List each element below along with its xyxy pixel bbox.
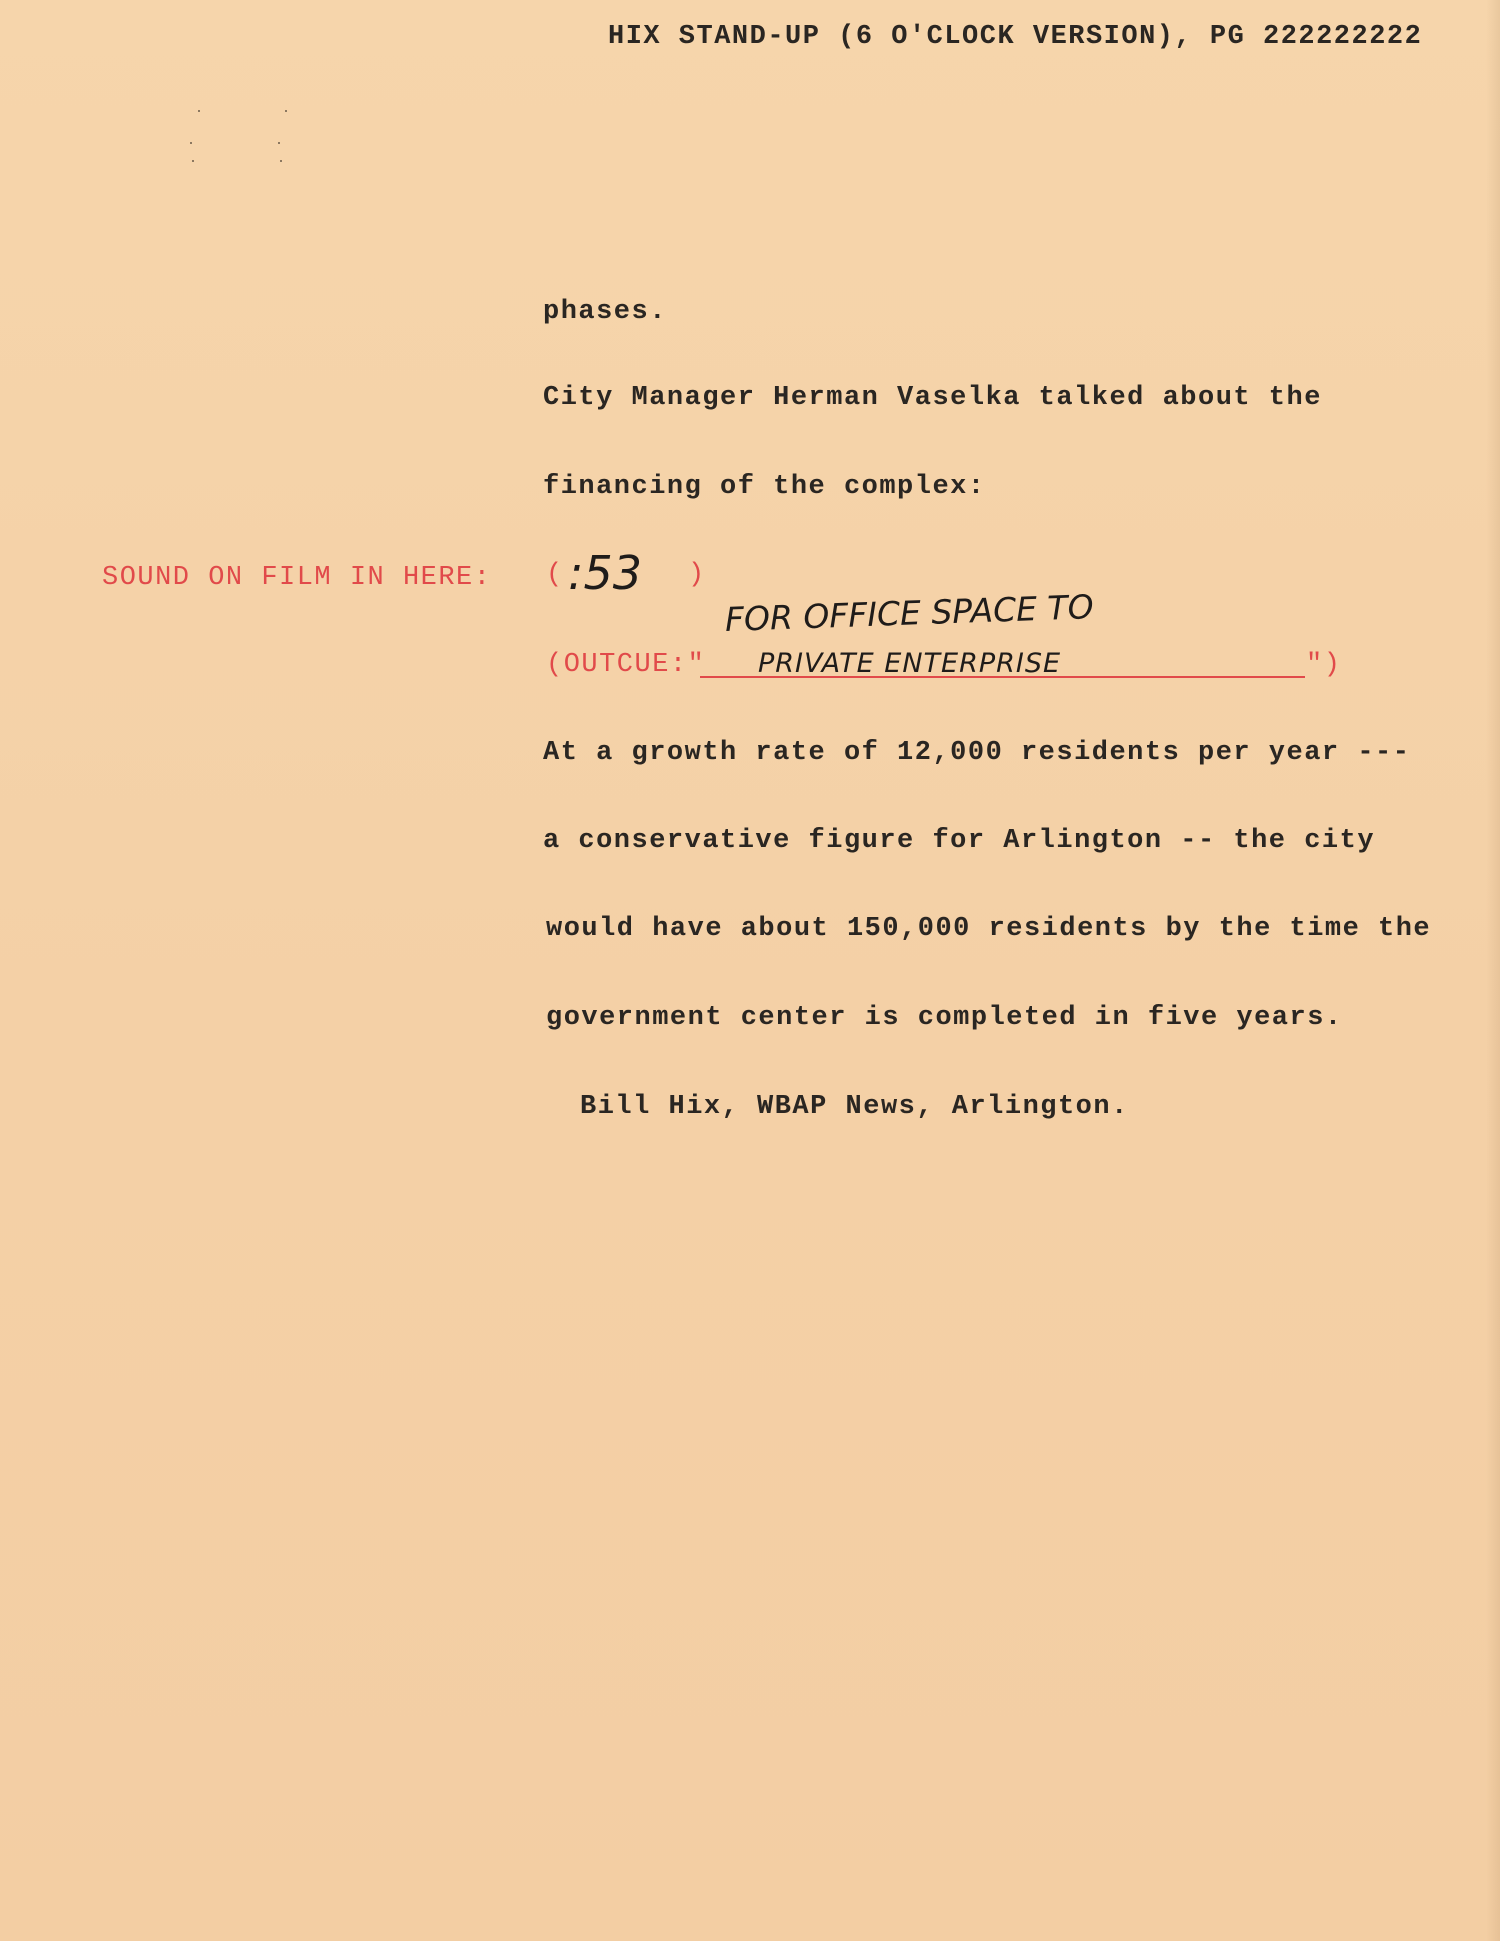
body-line: government center is completed in five years. xyxy=(546,1003,1343,1033)
body-line: At a growth rate of 12,000 residents per year --- xyxy=(543,738,1411,768)
body-line: a conservative figure for Arlington -- the city xyxy=(543,826,1376,856)
speck xyxy=(285,110,287,112)
duration-close-paren: ) xyxy=(688,560,706,590)
outcue-handwritten-line2: PRIVATE ENTERPRISE xyxy=(758,648,1062,679)
speck xyxy=(278,142,280,144)
paper-edge-shadow xyxy=(1486,0,1500,1941)
speck xyxy=(192,160,194,162)
body-line: phases. xyxy=(543,297,667,327)
sign-off: Bill Hix, WBAP News, Arlington. xyxy=(580,1092,1129,1122)
sound-cue-label: SOUND ON FILM IN HERE: xyxy=(102,563,492,593)
duration-open-paren: ( xyxy=(546,560,564,590)
outcue-prefix: (OUTCUE:" xyxy=(546,650,706,680)
duration-value-handwritten: :53 xyxy=(568,546,643,600)
body-line: would have about 150,000 residents by the time the xyxy=(546,914,1432,944)
speck xyxy=(280,160,282,162)
speck xyxy=(198,110,200,112)
outcue-handwritten-line1: FOR OFFICE SPACE TO xyxy=(724,587,1095,639)
body-line: City Manager Herman Vaselka talked about the xyxy=(543,383,1322,413)
speck xyxy=(190,142,192,144)
body-line: financing of the complex: xyxy=(543,472,986,502)
page-header: HIX STAND-UP (6 O'CLOCK VERSION), PG 222222222 xyxy=(608,22,1423,52)
outcue-suffix: ") xyxy=(1306,650,1342,680)
